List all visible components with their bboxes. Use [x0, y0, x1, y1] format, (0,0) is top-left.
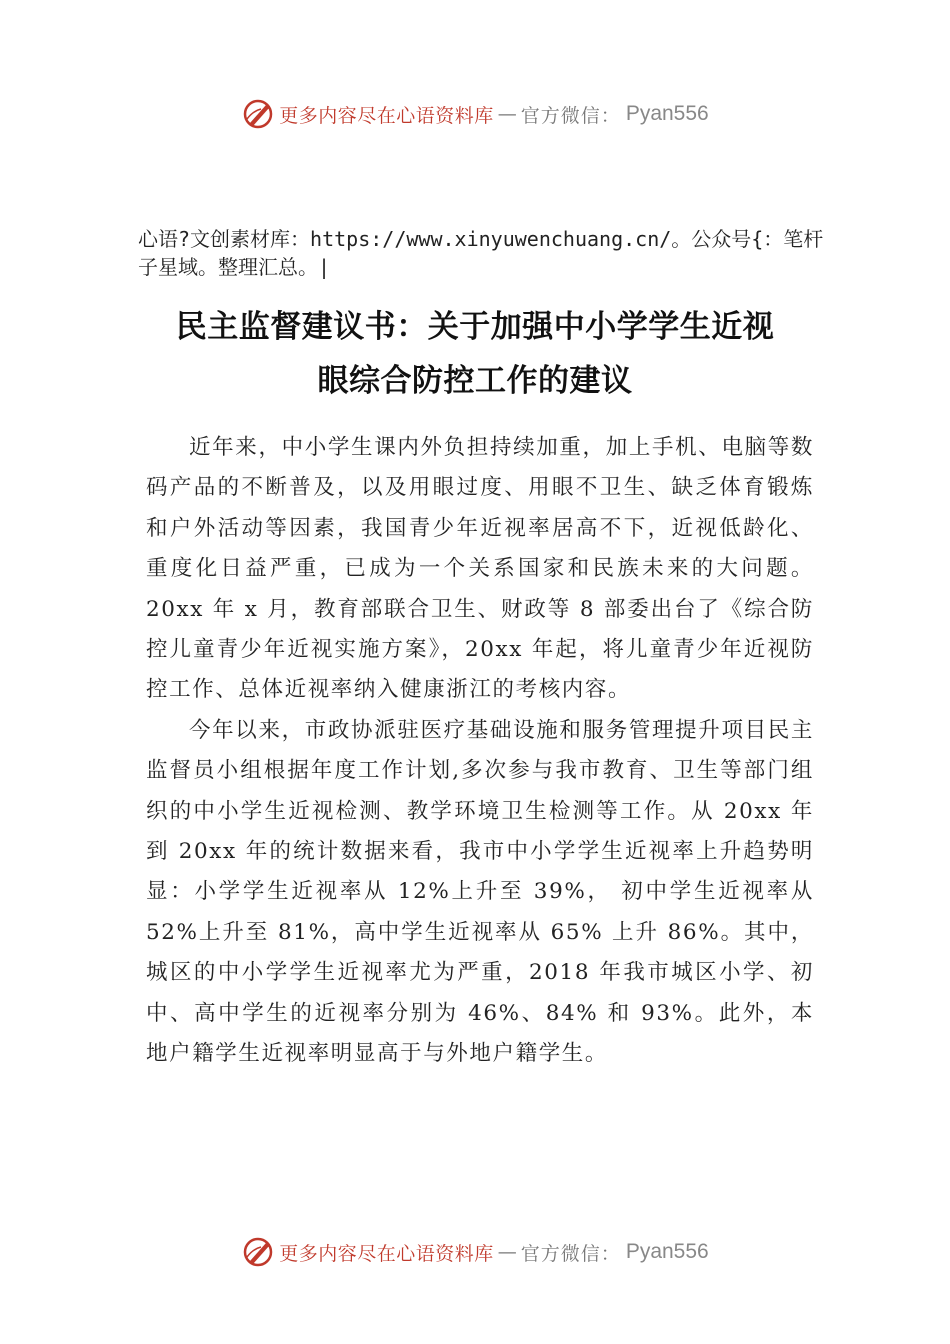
title-line-2: 眼综合防控工作的建议	[317, 363, 633, 399]
banner-separator: —	[497, 1241, 517, 1263]
title-line-1: 民主监督建议书：关于加强中小学学生近视	[175, 309, 775, 345]
wechat-id: Pyan556	[625, 1240, 709, 1263]
wechat-id: Pyan556	[625, 102, 709, 125]
banner-colon: ：	[600, 104, 620, 127]
banner-colon: ：	[600, 1242, 620, 1265]
wechat-label: 官方微信	[520, 1242, 601, 1265]
pen-logo-icon	[241, 97, 275, 131]
paragraph-1: 近年来，中小学生课内外负担持续加重，加上手机、电脑等数码产品的不断普及，以及用眼过度、用眼不卫生、缺乏体育锻炼和户外活动等因素，我国青少年近视率居高不下，近视低龄化、重度化日益严重，已成为一个关系国家和民族未来的大问题。20xx 年 x 月，教育部联合卫生、财政等 8 部委出台了《综合防控儿童青少年近视实施方案》，20xx 年起，将儿童青少年近视防控工作、总体近视率纳入健康浙江的考核内容。	[146, 435, 814, 703]
page-title	[0, 300, 950, 408]
source-note: 心语?文创素材库：https://www.xinyuwenchuang.cn/。公众号{：笔杆子星域。整理汇总。|	[138, 227, 824, 279]
banner-text: 更多内容尽在心语资料库	[279, 104, 494, 127]
footer-banner	[0, 1232, 950, 1272]
pen-logo-icon	[241, 1235, 275, 1269]
banner-text: 更多内容尽在心语资料库	[279, 1242, 494, 1265]
wechat-label: 官方微信	[520, 104, 601, 127]
banner-separator: —	[497, 103, 517, 125]
paragraph-2: 今年以来，市政协派驻医疗基础设施和服务管理提升项目民主监督员小组根据年度工作计划,多次参与我市教育、卫生等部门组织的中小学生近视检测、教学环境卫生检测等工作。从 20xx 年到 20xx 年的统计数据来看，我市中小学学生近视率上升趋势明显：小学学生近视率从 12%上升至 39%， 初中学生近视率从 52%上升至 81%，高中学生近视率从 65% 上升 86%。其中，城区的中小学学生近视率尤为严重，2018 年我市城区小学、初中、高中学生的近视率分别为 46%、84% 和 93%。此外，本地户籍学生近视率明显高于与外地户籍学生。	[146, 717, 814, 1067]
document-body	[146, 428, 814, 1075]
header-banner	[0, 94, 950, 134]
